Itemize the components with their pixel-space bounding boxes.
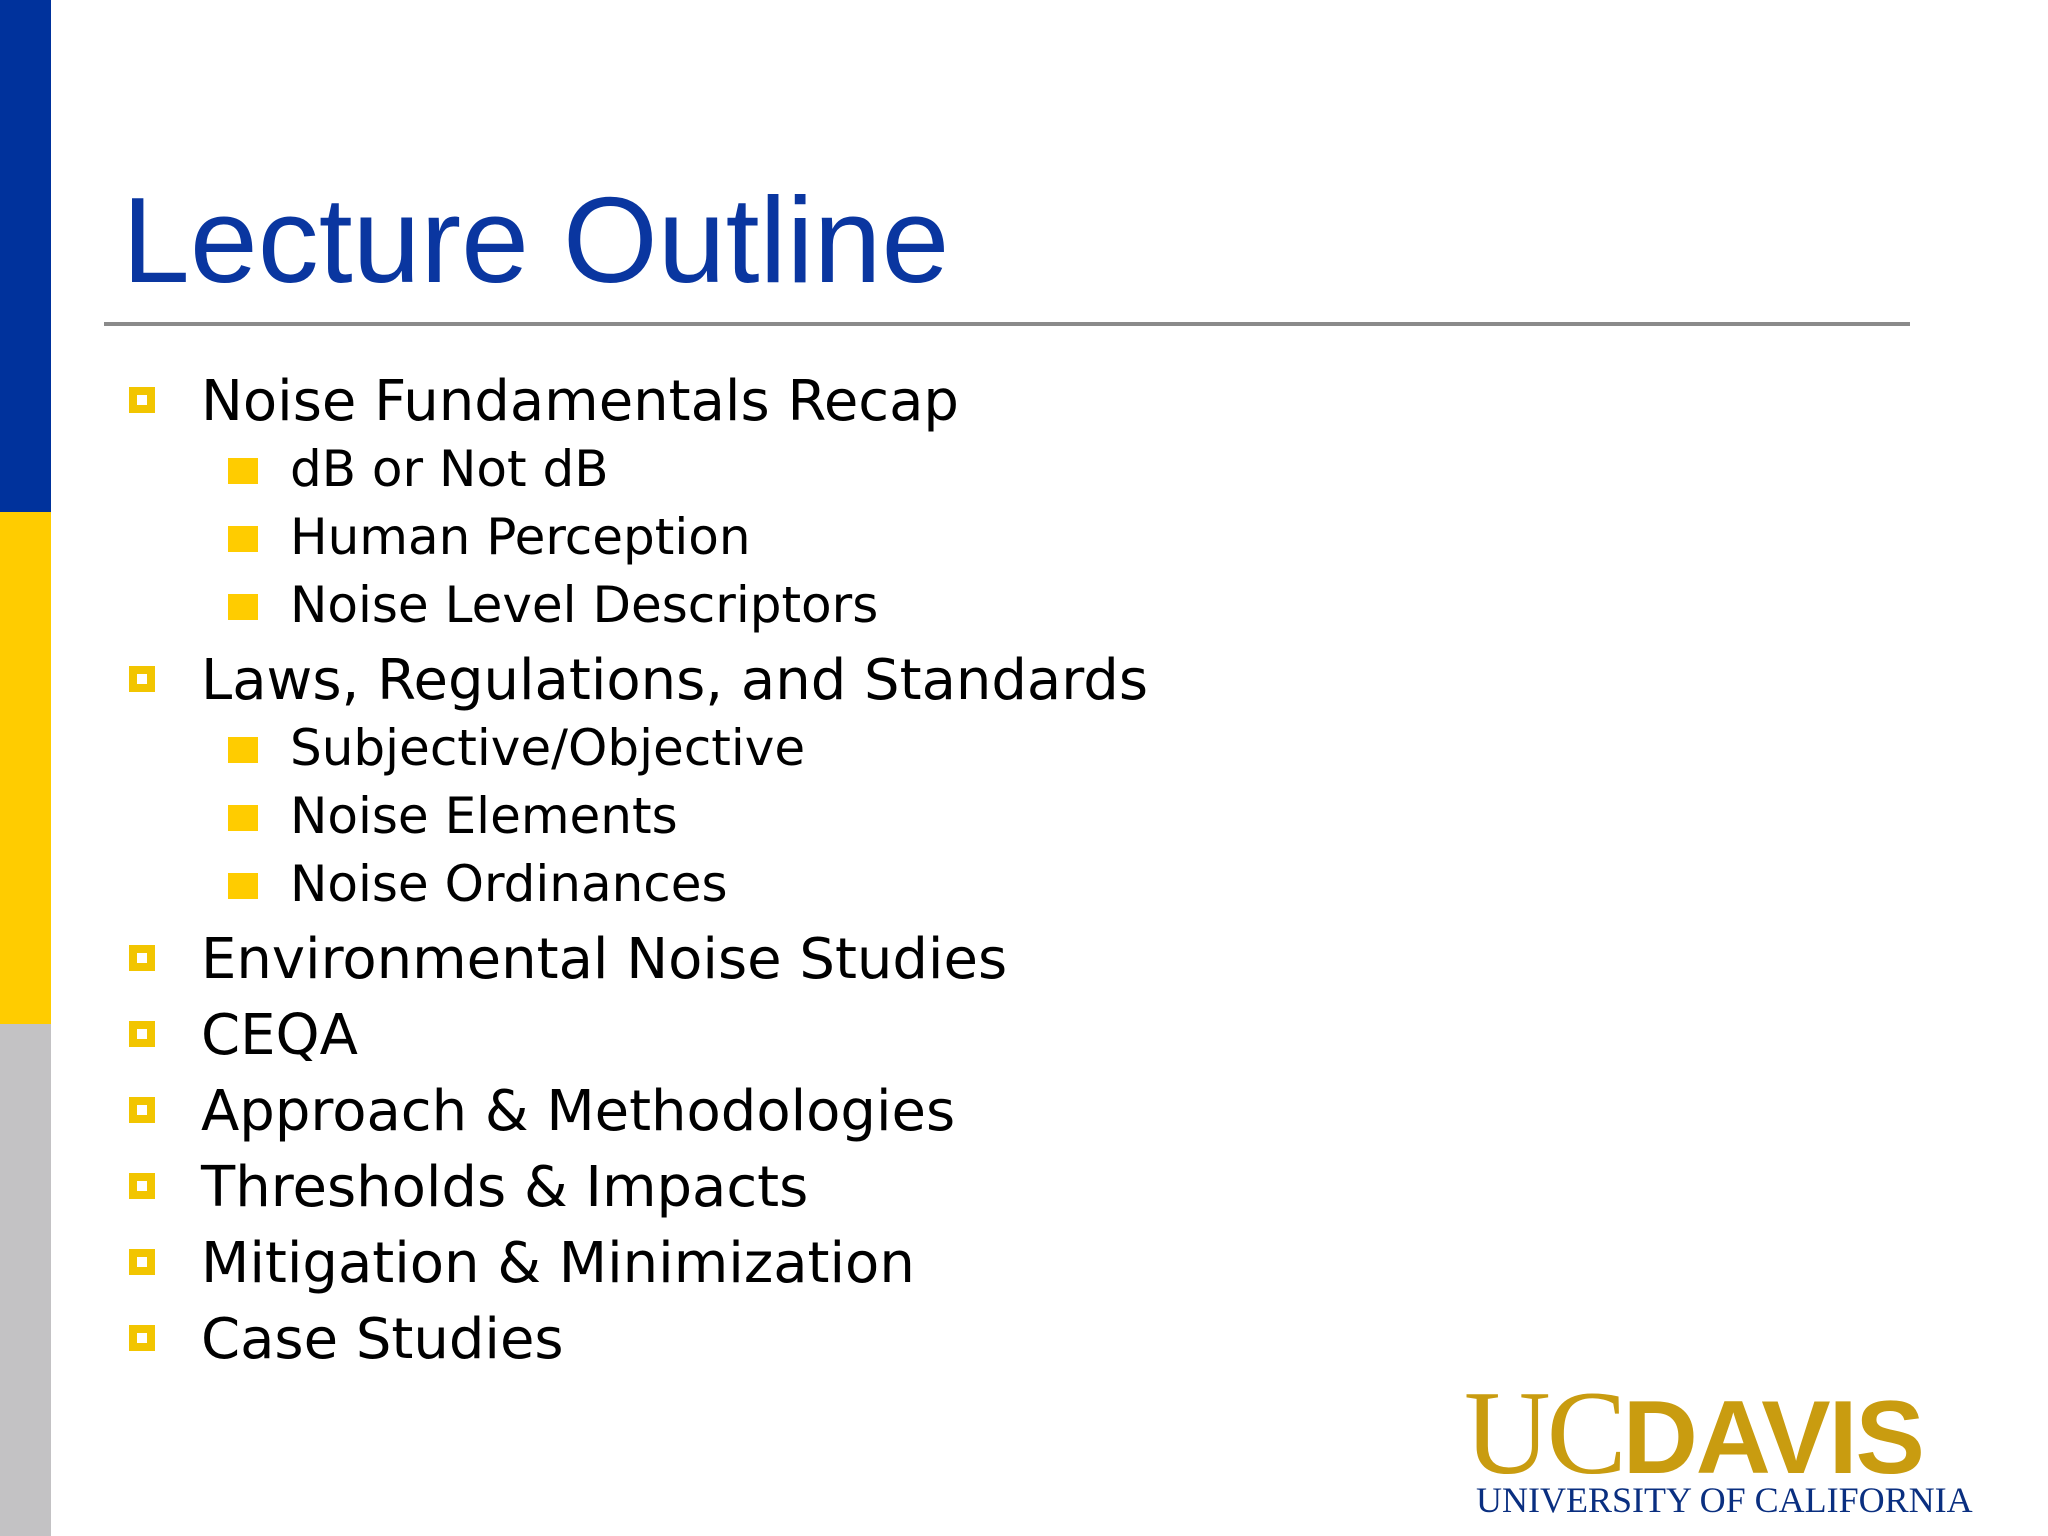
logo-davis: DAVIS xyxy=(1622,1380,1923,1496)
left-bar-gray xyxy=(0,1024,51,1536)
outline-item-label: Laws, Regulations, and Standards xyxy=(201,648,1148,713)
outline-item-label: Case Studies xyxy=(201,1307,564,1372)
hollow-square-bullet-icon xyxy=(129,1021,155,1047)
outline-item-label: CEQA xyxy=(201,1003,358,1068)
filled-square-bullet-icon xyxy=(228,458,258,484)
outline-item-label: Thresholds & Impacts xyxy=(201,1155,809,1220)
filled-square-bullet-icon xyxy=(228,737,258,763)
hollow-square-bullet-icon xyxy=(129,1097,155,1123)
outline-item-label: Environmental Noise Studies xyxy=(201,927,1008,992)
hollow-square-bullet-icon xyxy=(129,1325,155,1351)
left-bar-blue xyxy=(0,0,51,512)
outline-subitem-label: Noise Ordinances xyxy=(290,855,728,913)
hollow-square-bullet-icon xyxy=(129,1173,155,1199)
title-divider xyxy=(104,322,1910,326)
outline-subitem-label: Human Perception xyxy=(290,508,751,566)
ucdavis-logo xyxy=(1464,1366,1973,1520)
logo-uc: UC xyxy=(1464,1366,1623,1499)
outline-subitem-label: Subjective/Objective xyxy=(290,719,806,777)
hollow-square-bullet-icon xyxy=(129,945,155,971)
outline-subitem-label: dB or Not dB xyxy=(290,440,609,498)
filled-square-bullet-icon xyxy=(228,805,258,831)
logo-subtitle: UNIVERSITY OF CALIFORNIA xyxy=(1476,1480,1973,1520)
filled-square-bullet-icon xyxy=(228,873,258,899)
logo-wordmark xyxy=(1464,1366,1923,1499)
hollow-square-bullet-icon xyxy=(129,666,155,692)
hollow-square-bullet-icon xyxy=(129,1249,155,1275)
slide-title: Lecture Outline xyxy=(122,172,950,308)
outline-subitem-label: Noise Level Descriptors xyxy=(290,576,879,634)
outline-item-label: Approach & Methodologies xyxy=(201,1079,956,1144)
outline-item-label: Mitigation & Minimization xyxy=(201,1231,915,1296)
filled-square-bullet-icon xyxy=(228,594,258,620)
outline-subitem-label: Noise Elements xyxy=(290,787,678,845)
filled-square-bullet-icon xyxy=(228,526,258,552)
outline-item-label: Noise Fundamentals Recap xyxy=(201,369,959,434)
hollow-square-bullet-icon xyxy=(129,387,155,413)
left-bar-yellow xyxy=(0,512,51,1024)
